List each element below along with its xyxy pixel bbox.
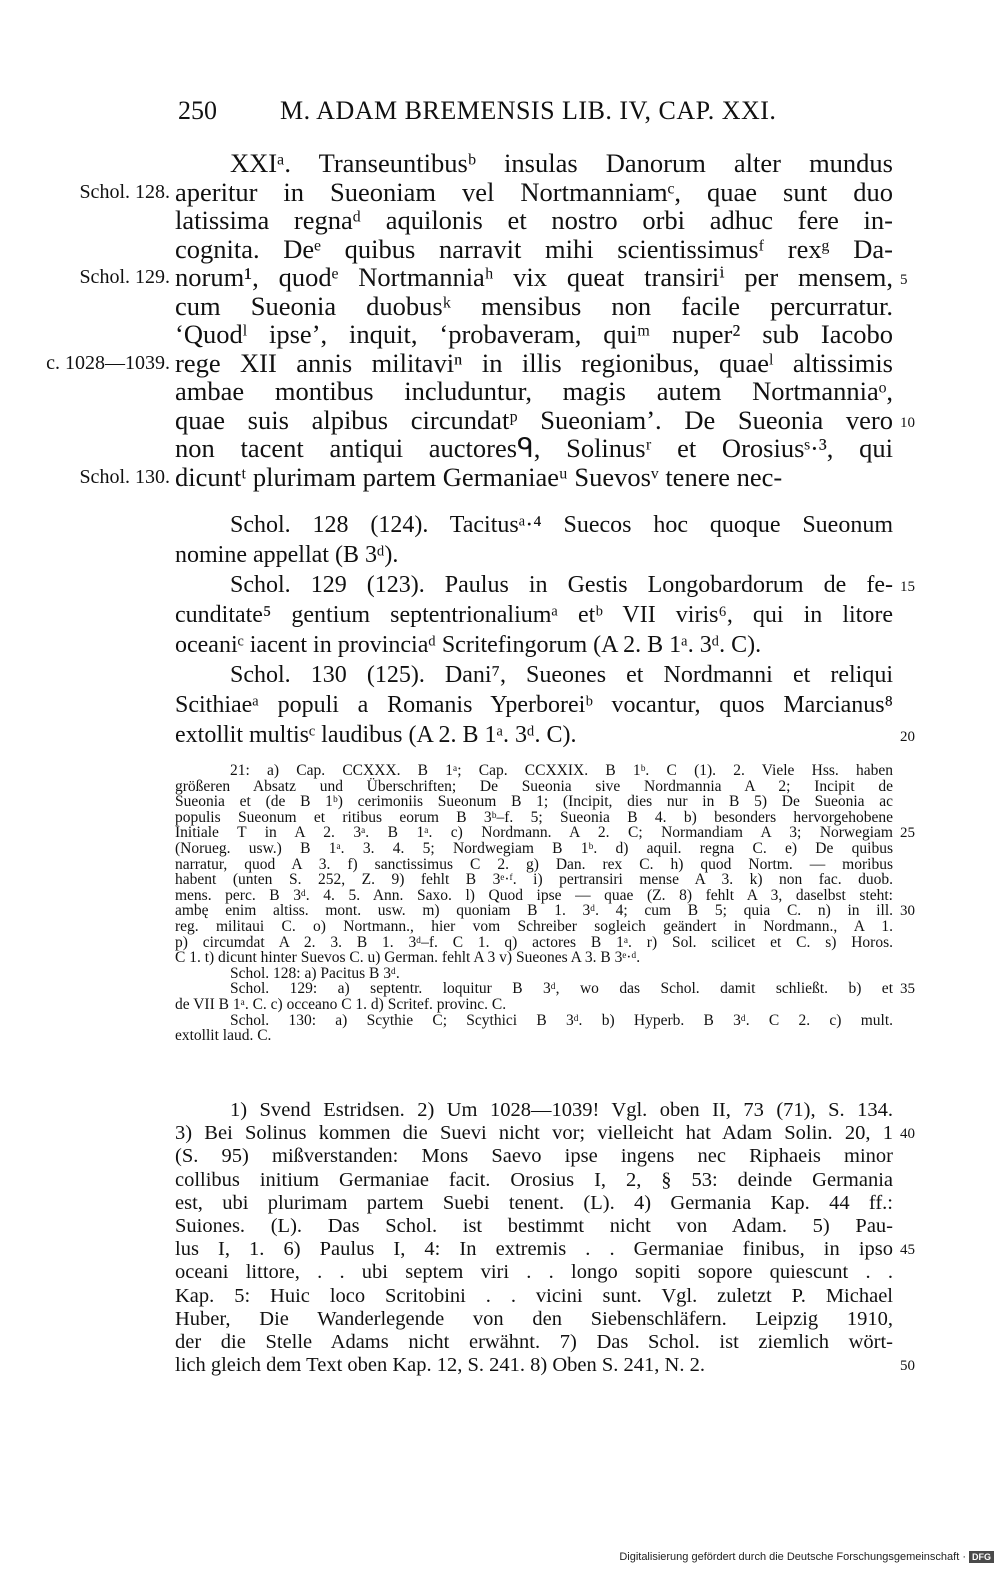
note-line: oceani littore, . . ubi septem viri . . longo sopiti sopore quiescunt . . <box>175 1261 893 1284</box>
main-text-line: aperitur in Sueoniam vel Nortmanniamᶜ, quae sunt duo <box>175 176 893 207</box>
apparatus-line: Schol. 129: a) septentr. loquitur B 3ᵈ, wo das Schol. damit schließt. b) et <box>230 980 893 998</box>
note-line: lich gleich dem Text oben Kap. 12, S. 241. 8) Oben S. 241, N. 2. <box>175 1354 705 1377</box>
scholia-line: Schol. 128 (124). Tacitusᵃ·⁴ Suecos hoc quoque Sueonum <box>230 512 893 538</box>
main-text-line: latissima regnaᵈ aquilonis et nostro orbi adhuc fere in- <box>175 205 893 235</box>
margin-note: Schol. 128. <box>79 180 170 203</box>
line-number: 45 <box>900 1242 915 1259</box>
page-number: 250 <box>178 96 217 125</box>
main-text-line: XXIᵃ. Transeuntibusᵇ insulas Danorum alter mundus <box>230 148 893 178</box>
apparatus-line: de VII B 1ᵃ. C. c) occeano C 1. d) Scritef. provinc. C. <box>175 996 507 1013</box>
apparatus-line: habent (unten S. 252, Z. 9) fehlt B 3ᵉ·ᶠ. i) pertransiri mense A 3. k) non fac. duob. <box>175 871 893 889</box>
apparatus-line: populis Sueonum et ritibus eorum B 3ᵇ–f. 5; Sueonia B 4. b) besonders hervorgehobene <box>175 808 893 826</box>
apparatus-line: ambę enim altiss. mont. usw. m) quoniam B 1. 3ᵈ. 4; cum B 5; quia C. n) in ill. <box>175 902 893 920</box>
line-number: 5 <box>900 272 908 288</box>
note-line: Huber, Die Wanderlegende von den Siebenschläfern. Leipzig 1910, <box>175 1307 893 1330</box>
main-text-line: quae suis alpibus circundatᵖ Sueoniam’. De Sueonia vero <box>175 404 893 435</box>
scholia-line: Scithiaeᵃ populi a Romanis Yperboreiᵇ vocantur, quos Marcianus⁸ <box>175 692 893 718</box>
scholia-line: extollit multisᶜ laudibus (A 2. B 1ᵃ. 3ᵈ. C). <box>175 722 577 748</box>
line-number: 10 <box>900 414 915 431</box>
line-number: 35 <box>900 981 915 998</box>
note-line: lus I, 1. 6) Paulus I, 4: In extremis . . Germaniae finibus, in ipso <box>175 1238 893 1261</box>
line-number: 20 <box>900 729 915 745</box>
main-text-line: rege XII annis militaviⁿ in illis regionibus, quaeˡ altissimis <box>175 347 893 378</box>
line-number: 30 <box>900 903 915 920</box>
note-line: collibus initium Germaniae facit. Orosius I, 2, § 53: deinde Germania <box>175 1168 893 1191</box>
margin-note: c. 1028—1039. <box>46 351 170 374</box>
note-line: Kap. 5: Huic loco Scritobini . . vicini sunt. Vgl. zuletzt P. Michael <box>175 1284 893 1307</box>
digitization-footer <box>619 1551 994 1563</box>
apparatus-line: Sueonia et (de B 1ᵇ) cerimoniis Sueonum B 1; (Incipit, dies nur in B 5) De Sueonia ac <box>175 793 893 811</box>
running-title: M. ADAM BREMENSIS LIB. IV, CAP. XXI. <box>280 96 777 125</box>
apparatus-line: Schol. 130: a) Scythie C; Scythici B 3ᵈ. b) Hyperb. B 3ᵈ. C 2. c) mult. <box>230 1011 893 1029</box>
main-text-line: ambae montibus includuntur, magis autem Nortmanniaᵒ, <box>175 376 893 406</box>
main-text-line: cum Sueonia duobusᵏ mensibus non facile percurratur. <box>175 290 893 321</box>
apparatus-line: C 1. t) dicunt hinter Suevos C. u) German. fehlt A 3 v) Sueones A 3. B 3ᵉ·ᵈ. <box>175 949 641 967</box>
apparatus-line: (Norueg. usw.) B 1ᵃ. 3. 4. 5; Nordwegiam B 1ᵇ. d) aquil. regna C. e) De quibus <box>175 840 893 857</box>
note-line: 3) Bei Solinus kommen die Suevi nicht vor; vielleicht hat Adam Solin. 20, 1 <box>175 1122 893 1145</box>
main-text-line: ‘Quodˡ ipse’, inquit, ‘probaveram, quiᵐ nuper² sub Iacobo <box>175 319 893 349</box>
note-line: 1) Svend Estridsen. 2) Um 1028—1039! Vgl. oben II, 73 (71), S. 134. <box>230 1099 893 1121</box>
line-number: 50 <box>900 1358 915 1375</box>
apparatus-line: größeren Absatz und Überschriften; De Sueonia sive Nordmannia A 2; Incipit de <box>175 777 893 795</box>
note-line: Suiones. (L). Das Schol. ist bestimmt nicht von Adam. 5) Pau- <box>175 1215 893 1237</box>
line-number: 25 <box>900 825 915 842</box>
note-line: est, ubi plurimam partem Suebi tenent. (L). 4) Germania Kap. 44 ff.: <box>175 1191 893 1214</box>
line-number: 15 <box>900 579 915 595</box>
apparatus-line: mens. perc. B 3ᵈ. 4. 5. Ann. Saxo. l) Quod ipse — quae (Z. 8) fehlt A 3, daselbst steht: <box>175 886 893 904</box>
apparatus-line: extollit laud. C. <box>175 1027 272 1045</box>
footer-text: Digitalisierung gefördert durch die Deutsche Forschungsgemeinschaft · <box>619 1551 966 1563</box>
main-text-line: dicuntᵗ plurimam partem Germaniaeᵘ Suevosᵛ tenere nec- <box>175 461 783 492</box>
main-text-line: norum¹, quodᵉ Nortmanniaʰ vix queat transiriⁱ per mensem, <box>175 262 893 292</box>
apparatus-line: narratur, quod A 3. f) sanctissimus C 2. g) Dan. rex C. h) quod Nortm. — moribus <box>175 855 893 873</box>
scholia-line: nomine appellat (B 3ᵈ). <box>175 542 399 568</box>
apparatus-line: reg. militaui C. o) Nortmann., hier vom Schreiber sogleich geändert in Nordmann., A 1. <box>175 918 893 935</box>
note-line: (S. 95) mißverstanden: Mons Saevo ipse ingens nec Riphaeis minor <box>175 1145 893 1168</box>
dfg-logo: DFG <box>969 1551 994 1563</box>
scholia-line: cunditate⁵ gentium septentrionaliumᵃ etᵇ VII viris⁶, qui in litore <box>175 602 893 628</box>
note-line: der die Stelle Adams nicht erwähnt. 7) Das Schol. ist ziemlich wört- <box>175 1331 893 1353</box>
scholia-line: Schol. 130 (125). Dani⁷, Sueones et Nordmanni et reliqui <box>230 662 893 688</box>
main-text-line: cognita. Deᵉ quibus narravit mihi scientissimusᶠ rexᵍ Da- <box>175 233 893 264</box>
scholia-line: oceaniᶜ iacent in provinciaᵈ Scritefingorum (A 2. B 1ᵃ. 3ᵈ. C). <box>175 632 762 658</box>
margin-note: Schol. 130. <box>79 465 170 488</box>
line-number: 40 <box>900 1126 915 1143</box>
margin-note: Schol. 129. <box>79 266 170 288</box>
apparatus-line: Schol. 128: a) Pacitus B 3ᵈ. <box>230 964 400 982</box>
apparatus-line: Initiale T in A 2. 3ᵃ. B 1ᵃ. c) Nordmann. A 2. C; Normandiam A 3; Norwegiam <box>175 824 893 842</box>
main-text-line: non tacent antiqui auctoresᑫ, Solinusʳ et Orosiusˢ·³, qui <box>175 433 893 463</box>
scholia-line: Schol. 129 (123). Paulus in Gestis Longobardorum de fe- <box>230 572 893 598</box>
apparatus-line: p) circumdat A 2. 3. B 1. 3ᵈ–f. C 1. q) actores B 1ᵃ. r) Sol. scilicet et C. s) Horos. <box>175 933 893 951</box>
apparatus-line: 21: a) Cap. CCXXX. B 1ᵃ; Cap. CCXXIX. B 1ᵇ. C (1). 2. Viele Hss. haben <box>230 762 893 779</box>
